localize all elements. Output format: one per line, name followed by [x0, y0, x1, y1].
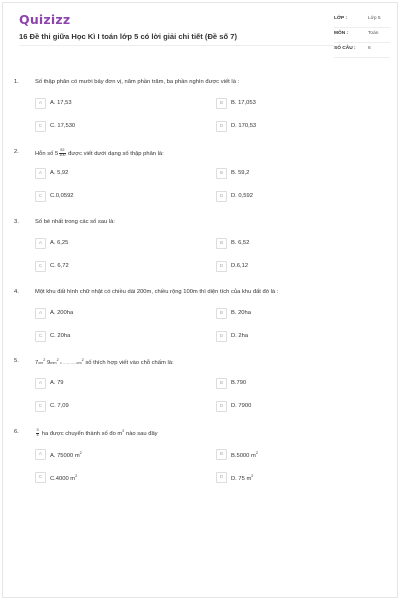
- fraction-numerator: 3: [36, 428, 39, 433]
- option-letter-box: A: [35, 449, 46, 460]
- question-text: Một khu đất hình chữ nhật có chiều dài 200m, chiều rộng 100m thì diện tích của khu đất đó là :: [35, 289, 279, 295]
- option-letter-box: B: [216, 449, 227, 460]
- option-letter-box: D: [216, 331, 227, 342]
- option-text: B. 17,053: [231, 99, 256, 106]
- question-text-part: nào sau đây: [124, 430, 158, 437]
- superscript: 2: [251, 473, 254, 478]
- option-text: [50, 451, 82, 459]
- option-text: C.0,0592: [50, 192, 74, 199]
- option-letter-box: A: [35, 168, 46, 179]
- meta-row-subject: [334, 28, 390, 43]
- meta-label: SỐ CÂU :: [334, 46, 356, 51]
- option-text: A. 17,53: [50, 99, 72, 106]
- question-text: [35, 149, 385, 158]
- superscript: 2: [122, 429, 125, 433]
- option-letter-box: B: [216, 308, 227, 319]
- superscript: 2: [56, 358, 59, 362]
- unit-label: cm: [38, 360, 44, 365]
- option-letter-box: C: [35, 191, 46, 202]
- option-text: A. 79: [50, 379, 64, 386]
- unit-label: mm: [50, 360, 57, 365]
- option-text: D.6,12: [231, 262, 249, 269]
- option-text: B. 59,2: [231, 169, 250, 176]
- question-number: 4.: [14, 289, 19, 295]
- quizizz-logo: Quizizz: [19, 12, 71, 27]
- option-text: B. 20ha: [231, 309, 251, 316]
- question-text-part: Hỗn số 5: [35, 150, 59, 157]
- option-letter-box: A: [35, 238, 46, 249]
- superscript: 2: [79, 450, 82, 455]
- option-letter-box: D: [216, 261, 227, 272]
- option-letter-box: B: [216, 378, 227, 389]
- question-text: Số bé nhất trong các số sau là:: [35, 219, 115, 225]
- option-text: C. 17,530: [50, 122, 76, 129]
- option-text: A. 6,25: [50, 239, 69, 246]
- fraction: [59, 149, 65, 158]
- option-text-part: C.4000 m: [50, 475, 76, 482]
- superscript: 2: [75, 473, 78, 478]
- fraction: [36, 429, 39, 438]
- meta-row-class: [334, 13, 390, 28]
- option-text: [231, 474, 253, 482]
- header-divider: [19, 45, 334, 46]
- option-text-part: D. 75 m: [231, 475, 252, 482]
- question-text-part: số thích hợp viết vào chỗ chấm là:: [83, 359, 174, 366]
- option-text: D. 170,53: [231, 122, 257, 129]
- question-number: 1.: [14, 79, 19, 85]
- option-text: [231, 451, 258, 459]
- page-border: [2, 2, 398, 598]
- option-text-part: B.5000 m: [231, 452, 256, 459]
- question-number: 3.: [14, 219, 19, 225]
- question-text-part: 7: [35, 359, 39, 366]
- meta-value: 6: [368, 46, 371, 51]
- fraction-denominator: 100: [59, 152, 66, 157]
- option-letter-box: C: [35, 261, 46, 272]
- fraction-denominator: 4: [36, 432, 39, 437]
- option-letter-box: D: [216, 191, 227, 202]
- option-letter-box: C: [35, 331, 46, 342]
- option-letter-box: B: [216, 98, 227, 109]
- option-text: C. 20ha: [50, 332, 71, 339]
- meta-row-count: [334, 43, 390, 58]
- question-text-part: 9: [45, 359, 51, 366]
- option-letter-box: D: [216, 401, 227, 412]
- document-title: 16 Đề thi giữa Học Kì I toán lớp 5 có lời giải chi tiết (Đề số 7): [19, 32, 237, 41]
- option-letter-box: C: [35, 472, 46, 483]
- option-letter-box: B: [216, 168, 227, 179]
- option-letter-box: C: [35, 121, 46, 132]
- option-text-part: A. 75000 m: [50, 452, 80, 459]
- document-header: [0, 0, 400, 62]
- option-letter-box: A: [35, 98, 46, 109]
- option-text: A. 5,92: [50, 169, 69, 176]
- option-text: B.790: [231, 379, 247, 386]
- option-text: [50, 474, 77, 482]
- option-text: D. 2ha: [231, 332, 249, 339]
- superscript: 2: [81, 358, 84, 362]
- option-letter-box: A: [35, 378, 46, 389]
- option-text: C. 6,72: [50, 262, 69, 269]
- option-text: D. 7900: [231, 402, 252, 409]
- question-text-part: ha được chuyển thành số đo m: [40, 430, 123, 437]
- option-letter-box: B: [216, 238, 227, 249]
- question-text-part: = ………..: [58, 360, 77, 365]
- option-letter-box: D: [216, 472, 227, 483]
- question-text: [35, 358, 385, 366]
- option-text: A. 200ha: [50, 309, 74, 316]
- option-letter-box: D: [216, 121, 227, 132]
- question-text: Số thập phân có mười bảy đơn vị, năm phần trăm, ba phần nghìn được viết là :: [35, 79, 240, 85]
- question-text: [35, 429, 385, 438]
- question-number: 5.: [14, 358, 19, 364]
- meta-label: MÔN :: [334, 31, 349, 36]
- meta-value: Lớp 5: [368, 16, 381, 21]
- question-number: 6.: [14, 429, 19, 435]
- meta-label: LỚP :: [334, 16, 348, 21]
- option-text: B. 6,52: [231, 239, 250, 246]
- superscript: 2: [255, 450, 258, 455]
- meta-value: Toán: [368, 31, 379, 36]
- question-text-part: được viết dưới dạng số thập phân là:: [66, 150, 164, 157]
- option-letter-box: A: [35, 308, 46, 319]
- option-text: D. 0,592: [231, 192, 253, 199]
- unit-label: cm: [76, 360, 82, 365]
- option-text: C. 7,09: [50, 402, 69, 409]
- fraction-numerator: 92: [60, 148, 65, 152]
- question-number: 2.: [14, 149, 19, 155]
- superscript: 2: [43, 358, 46, 362]
- option-letter-box: C: [35, 401, 46, 412]
- meta-table: [334, 13, 390, 58]
